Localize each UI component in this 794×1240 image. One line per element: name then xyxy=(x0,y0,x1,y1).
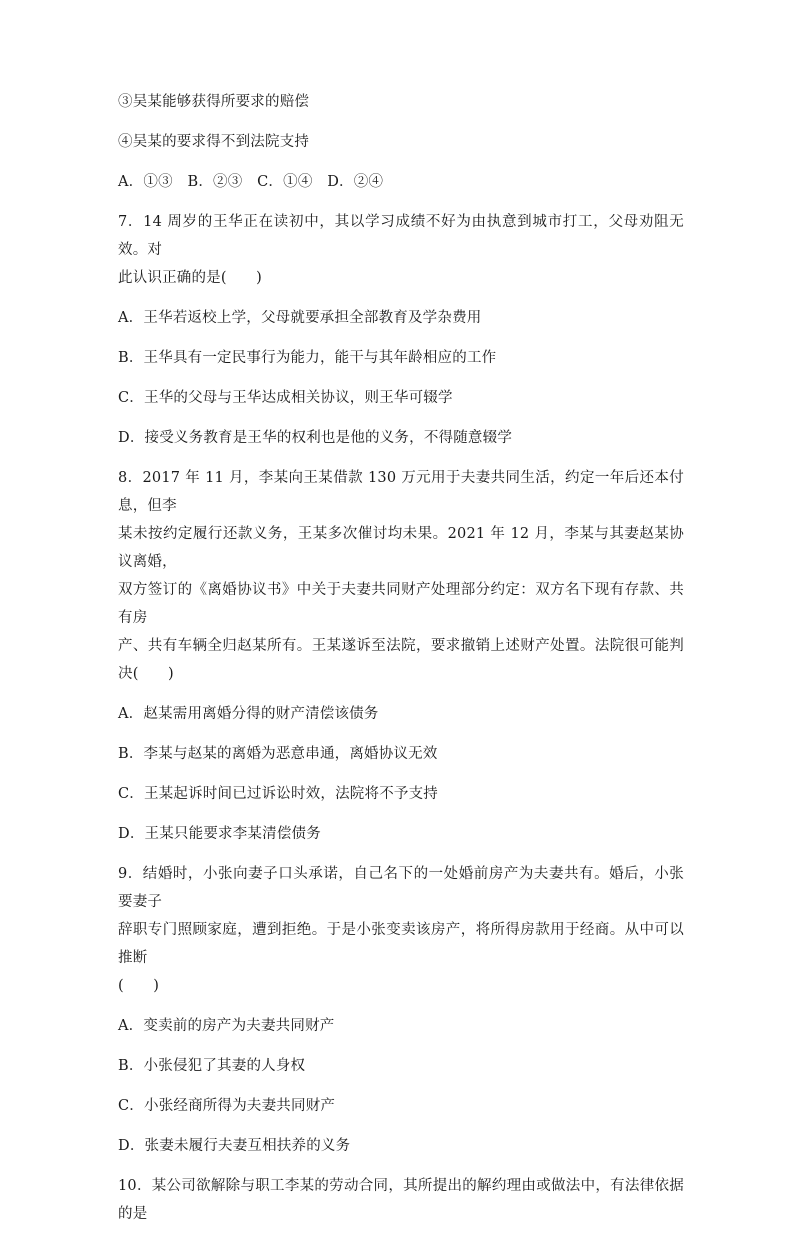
stem-line: 辞职专门照顾家庭，遭到拒绝。于是小张变卖该房产，将所得房款用于经商。从中可以推断 xyxy=(118,922,684,966)
option-line: A．赵某需用离婚分得的财产清偿该债务 xyxy=(118,706,379,722)
option-line: B．李某与赵某的离婚为恶意串通，离婚协议无效 xyxy=(118,746,438,762)
question-8-option-c xyxy=(118,780,684,808)
stem-line: 8．2017 年 11 月，李某向王某借款 130 万元用于夫妻共同生活，约定一年后还本付息，但李 xyxy=(118,470,684,514)
option-line: A．王华若返校上学，父母就要承担全部教育及学杂费用 xyxy=(118,310,482,326)
question-9-stem xyxy=(118,860,684,1000)
option-line: D．张妻未履行夫妻互相扶养的义务 xyxy=(118,1138,351,1154)
prev-statement xyxy=(118,128,684,156)
stem-line: ( ) xyxy=(118,978,160,994)
prev-statement xyxy=(118,88,684,116)
option-line: C．王华的父母与王华达成相关协议，则王华可辍学 xyxy=(118,390,453,406)
question-7-option-c xyxy=(118,384,684,412)
stem-line: 产、共有车辆全归赵某所有。王某遂诉至法院，要求撤销上述财产处置。法院很可能判决( ) xyxy=(118,638,684,682)
stem-line: 某未按约定履行还款义务，王某多次催讨均未果。2021 年 12 月，李某与其妻赵某协议离婚， xyxy=(118,526,684,570)
question-8-stem xyxy=(118,464,684,688)
option-line: D．王某只能要求李某清偿债务 xyxy=(118,826,321,842)
options-line: A．①③ B．②③ C．①④ D．②④ xyxy=(118,174,384,190)
option-line: B．王华具有一定民事行为能力，能干与其年龄相应的工作 xyxy=(118,350,497,366)
option-line: A．变卖前的房产为夫妻共同财产 xyxy=(118,1018,335,1034)
document-page xyxy=(118,88,684,1240)
option-line: B．小张侵犯了其妻的人身权 xyxy=(118,1058,306,1074)
option-line: C．王某起诉时间已过诉讼时效，法院将不予支持 xyxy=(118,786,438,802)
question-8-option-a xyxy=(118,700,684,728)
question-10-stem xyxy=(118,1172,684,1228)
stem-line: 此认识正确的是( ) xyxy=(118,270,263,286)
question-7-option-a xyxy=(118,304,684,332)
statement-line: ③吴某能够获得所要求的赔偿 xyxy=(118,94,310,110)
question-8-option-b xyxy=(118,740,684,768)
option-line: C．小张经商所得为夫妻共同财产 xyxy=(118,1098,336,1114)
question-7-option-d xyxy=(118,424,684,452)
question-7-option-b xyxy=(118,344,684,372)
question-9-option-c xyxy=(118,1092,684,1120)
question-9-option-b xyxy=(118,1052,684,1080)
stem-line: 7．14 周岁的王华正在读初中，其以学习成绩不好为由执意到城市打工，父母劝阻无效。对 xyxy=(118,214,684,258)
question-8-option-d xyxy=(118,820,684,848)
question-9-option-a xyxy=(118,1012,684,1040)
question-7-stem xyxy=(118,208,684,292)
option-line: D．接受义务教育是王华的权利也是他的义务，不得随意辍学 xyxy=(118,430,513,446)
stem-line: 双方签订的《离婚协议书》中关于夫妻共同财产处理部分约定：双方名下现有存款、共有房 xyxy=(118,582,684,626)
stem-line: 9．结婚时，小张向妻子口头承诺，自己名下的一处婚前房产为夫妻共有。婚后，小张要妻子 xyxy=(118,866,684,910)
stem-line: 10．某公司欲解除与职工李某的劳动合同，其所提出的解约理由或做法中，有法律依据的是 xyxy=(118,1178,684,1222)
prev-options xyxy=(118,168,684,196)
question-9-option-d xyxy=(118,1132,684,1160)
statement-line: ④吴某的要求得不到法院支持 xyxy=(118,134,310,150)
